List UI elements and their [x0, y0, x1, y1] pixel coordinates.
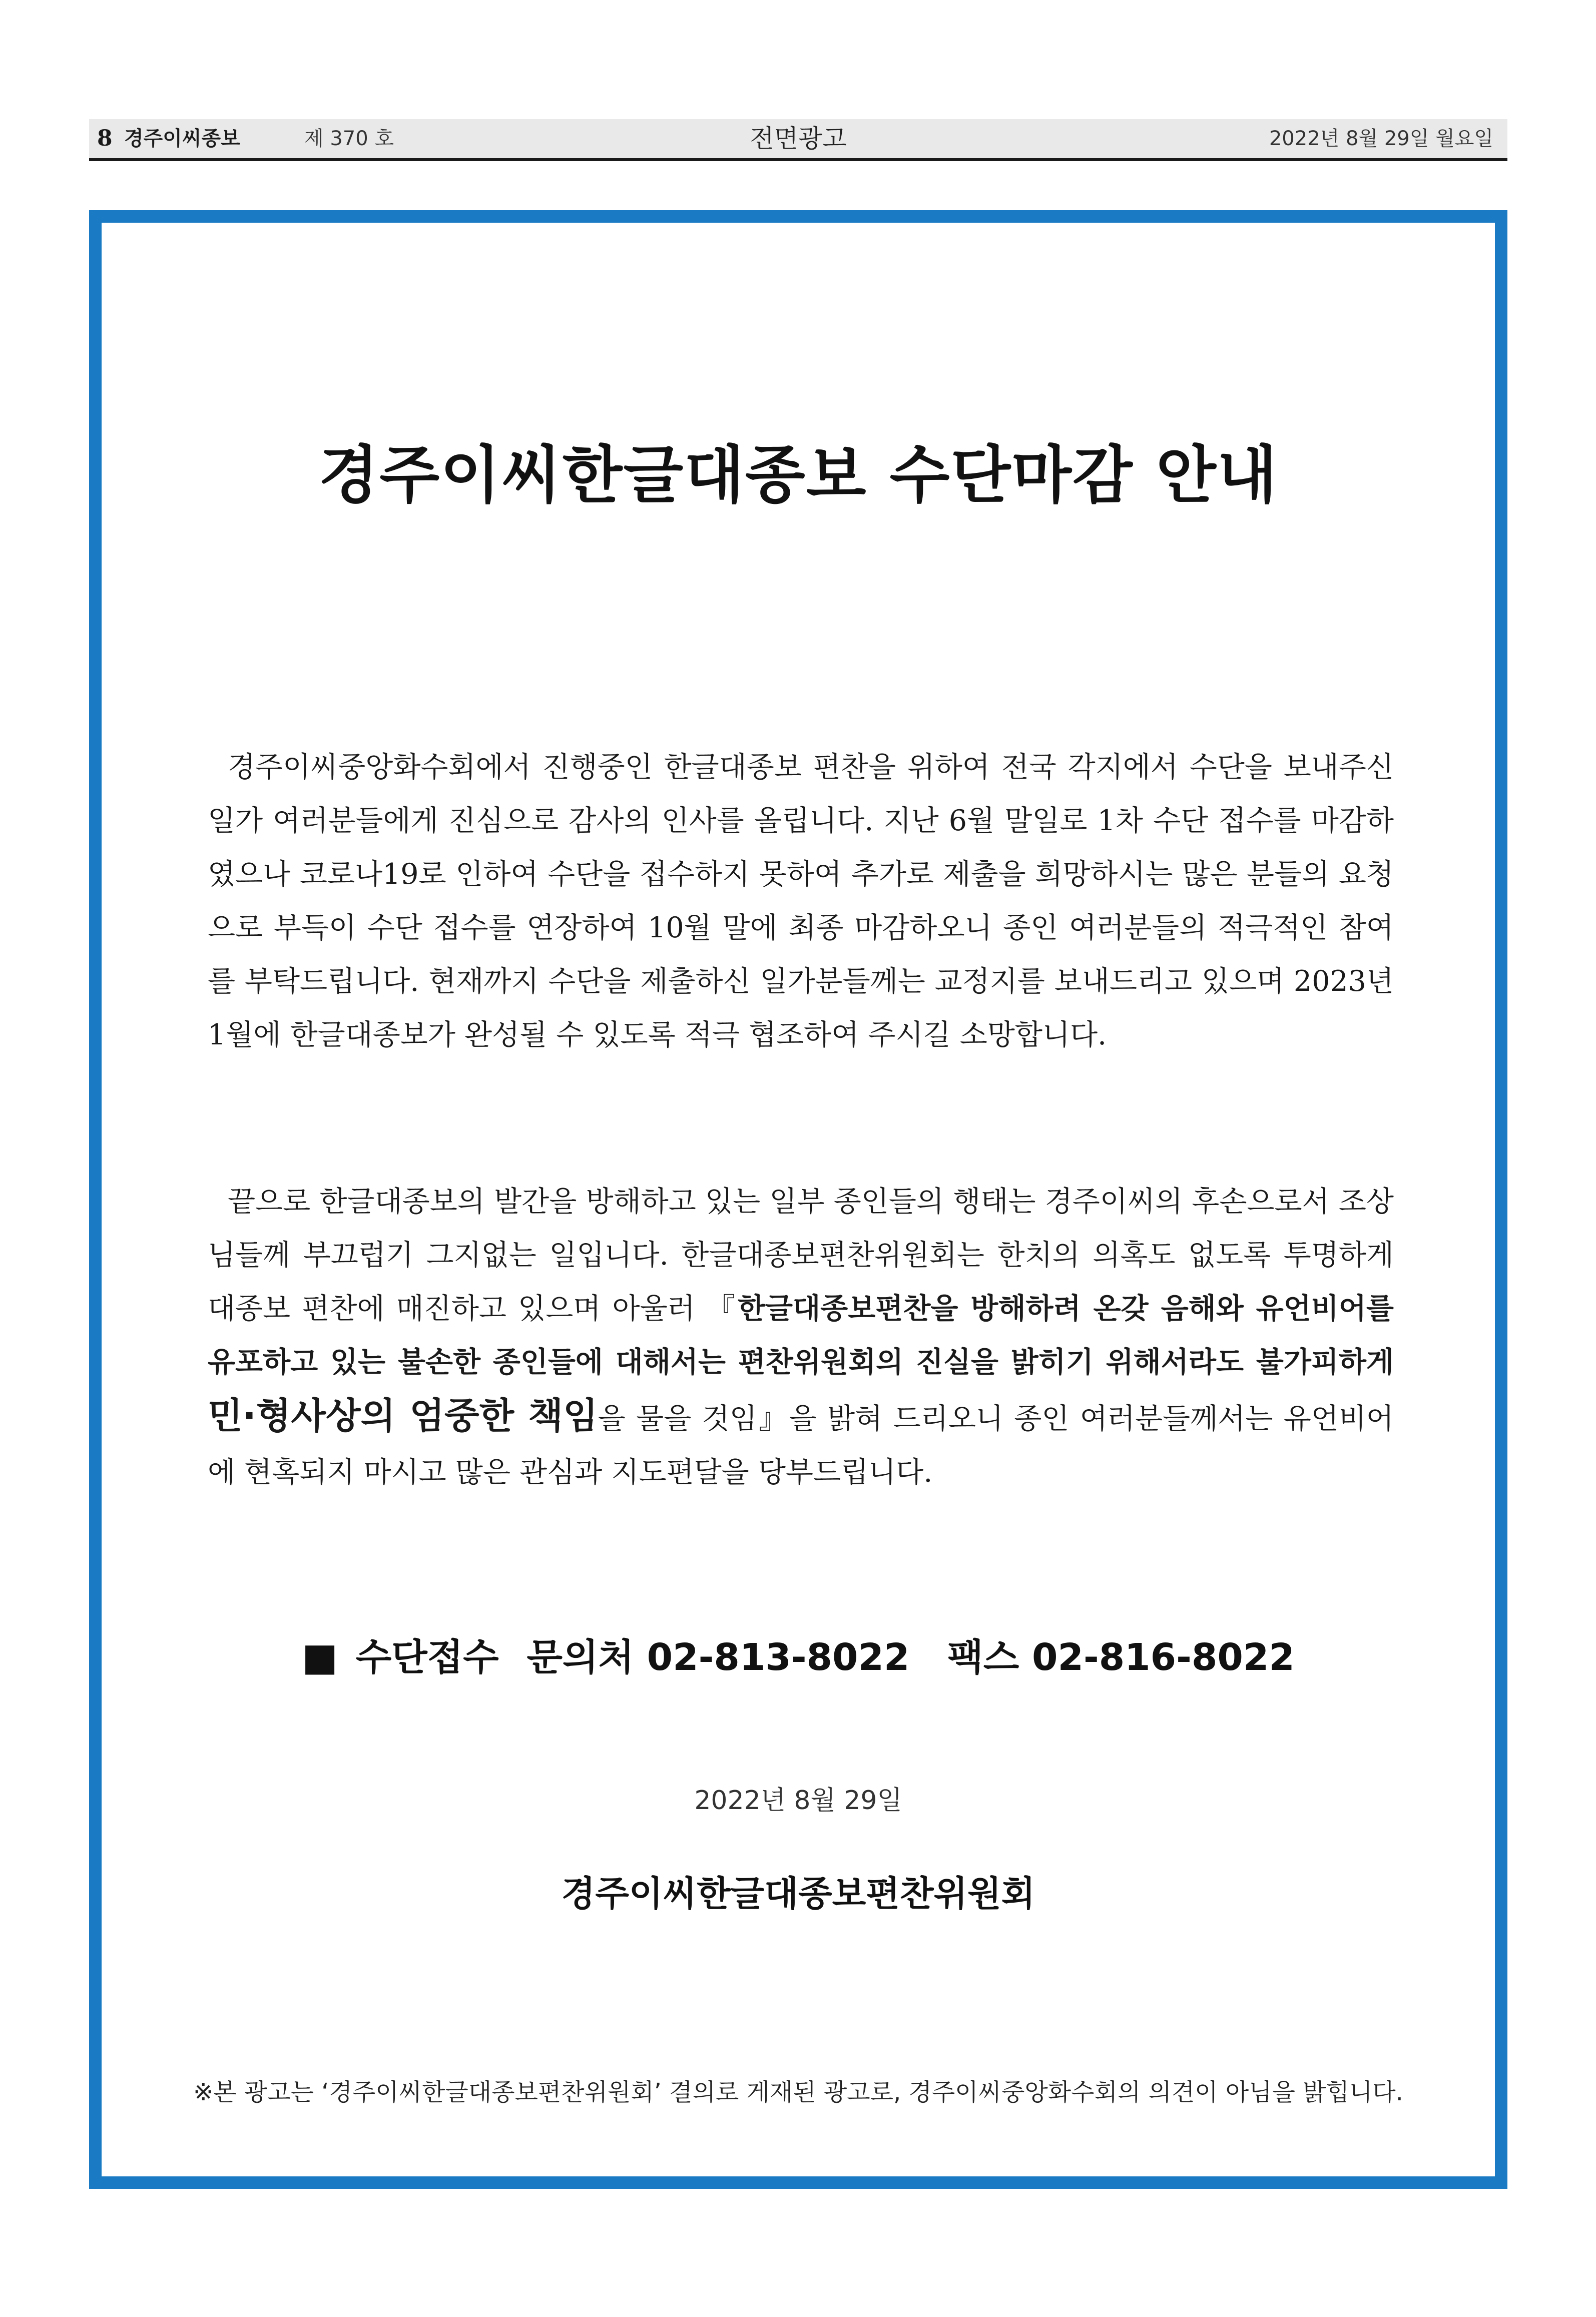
issue-number: 제 370 호	[304, 127, 394, 150]
paragraph-2-text-b: 을 물을 것임』을 밝혀 드리오니 종인 여러분들께서는 유언비어에 현혹되지 마시고 많은 관심과 지도편달을 당부드립니다.	[208, 1402, 1394, 1489]
paragraph-2	[208, 1175, 1394, 1499]
ad-title: 경주이씨한글대종보 수단마감 안내	[318, 439, 1278, 511]
page-number: 8	[97, 126, 113, 151]
paragraph-2-emphasis: 민·형사상의 엄중한 책임	[208, 1395, 598, 1437]
section-title: 전면광고	[750, 124, 847, 153]
phone-number[interactable]: 02-813-8022	[647, 1636, 910, 1679]
paragraph-2-text-a: 끝으로 한글대종보의 발간을 방해하고 있는 일부 종인들의 행태는 경주이씨의 후손으로서 조상님들께 부끄럽기 그지없는 일입니다. 한글대종보편찬위원회는 한치의 의혹도 없도록 투명하게 대종보 편찬에 매진하고 있으며 아울러 『	[208, 1185, 1394, 1325]
ad-date: 2022년 8월 29일	[694, 1786, 902, 1816]
fax-number: 02-816-8022	[1032, 1636, 1295, 1679]
contact-label: 수단접수	[355, 1636, 499, 1679]
square-bullet-icon: ■	[302, 1634, 338, 1679]
fax-label: 팩스	[947, 1636, 1019, 1679]
disclaimer-notice: ※본 광고는 ‘경주이씨한글대종보편찬위원회’ 결의로 게재된 광고로, 경주이씨중앙화수회의 의견이 아님을 밝힙니다.	[193, 2078, 1403, 2106]
newspaper-header	[89, 119, 1507, 161]
organization-name: 경주이씨한글대종보편찬위원회	[561, 1873, 1035, 1914]
paper-name: 경주이씨종보	[124, 127, 240, 150]
paragraph-2-bold-statement: 한글대종보편찬을 방해하려 온갖 음해와 유언비어를 유포하고 있는 불손한 종인들에 대해서는 편찬위원회의 진실을 밝히기 위해서라도 불가피하게	[208, 1292, 1394, 1379]
paragraph-1: 경주이씨중앙화수회에서 진행중인 한글대종보 편찬을 위하여 전국 각지에서 수단을 보내주신 일가 여러분들에게 진심으로 감사의 인사를 올립니다. 지난 6월 말일로 1차 수단 접수를 마감하였으나 코로나19로 인하여 수단을 접수하지 못하여 추가로 제출을 희망하시는 많은 분들의 요청으로 부득이 수단 접수를 연장하여 10월 말에 최종 마감하오니 종인 여러분들의 적극적인 참여를 부탁드립니다. 현재까지 수단을 제출하신 일가분들께는 교정지를 보내드리고 있으며 2023년 1월에 한글대종보가 완성될 수 있도록 적극 협조하여 주시길 소망합니다.	[208, 751, 1394, 1051]
header-date: 2022년 8월 29일 월요일	[1269, 127, 1493, 150]
contact-line	[102, 1628, 1495, 1681]
advertisement-frame	[89, 210, 1507, 2189]
inquiry-label: 문의처	[526, 1636, 634, 1679]
